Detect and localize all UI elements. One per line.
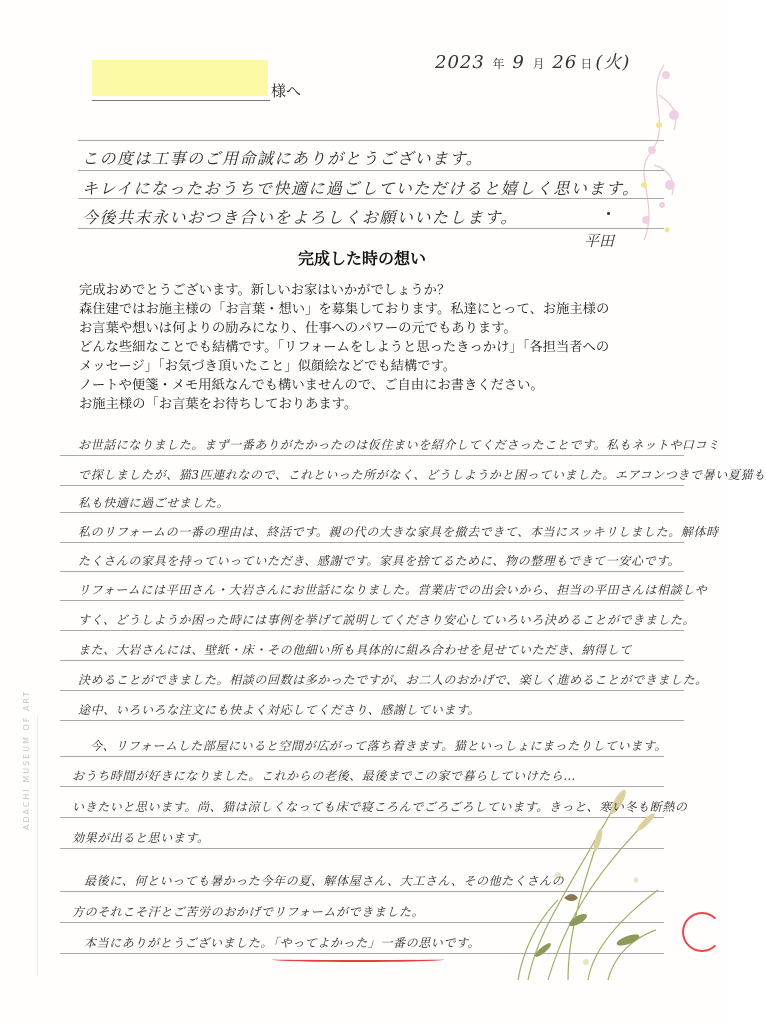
letter-line: お世話になりました。まず一番ありがたかったのは仮住まいを紹介してくださったことです。私もネットや口コミ [78,438,720,452]
letter-line: リフォームには平田さん・大岩さんにお世話になりました。営業店での出会いから、担当の平田さんは相談しや [78,583,708,597]
instruction-line: 完成おめでとうございます。新しいお家はいかがでしょうか？ [79,283,451,298]
ruled-line [78,140,664,141]
letter-line: 決めることができました。相談の回数は多かったですが、お二人のおかげで、楽しく進めることができました。 [78,673,708,687]
ruled-line [60,600,684,601]
instruction-line: お施主様の「お言葉をお待ちしておりあます。 [79,397,358,412]
date [435,48,695,74]
letter-line: 方のそれこそ汗とご苦労のおかげでリフォームができました。 [72,905,425,919]
ink-dot [607,212,610,215]
date-day-label: 日 [580,57,593,71]
ruled-line [60,756,664,757]
museum-watermark: ADACHI MUSEUM OF ART [22,689,31,830]
recipient-name-redaction [92,60,268,96]
date-month: 9 [512,52,525,73]
red-stamp-icon [682,912,722,952]
letter-line: で探しましたが、猫3匹連れなので、これといった所がなく、どうしようかと困っていました。エアコンつきで暑い夏猫も [78,468,766,482]
instruction-line: どんな些細なことでも結構です。「リフォームをしようと思ったきっかけ」「各担当者への [79,340,610,355]
greeting-line: この度は工事のご用命誠にありがとうございます。 [82,149,484,168]
ruled-line [78,228,664,229]
red-underline [272,957,444,962]
greeting-line: キレイになったおうちで快適に過ごしていただけると嬉しく思います。 [82,179,640,198]
letter-line: 今、リフォームした部屋にいると空間が広がって落ち着きます。猫といっしょにまったりしています。 [90,739,668,753]
date-month-label: 月 [532,57,545,71]
letter-line: 私のリフォームの一番の理由は、終活です。親の代の大きな家具を撤去できて、本当にスッキリしました。解体時 [78,525,719,539]
date-day: 26 [552,52,578,73]
ruled-line [60,512,684,513]
letter-line: 私も快適に過ごせました。 [78,496,230,510]
ruled-line [60,485,684,486]
date-weekday: (火) [595,52,631,73]
ruled-line [60,571,684,572]
letter-line: すく、どうしようか困った時には事例を挙げて説明してくださり安心していろいろ決めることができました。 [78,613,696,627]
ruled-line [60,455,684,456]
form-title: 完成した時の想い [297,249,426,268]
letter-line: たくさんの家具を持っていっていただき、感謝です。家具を捨てるために、物の整理もできて一安心です。 [78,554,681,568]
instruction-line: メッセージ」「お気づき頂いたこと」似顔絵などでも結構です。 [79,359,457,374]
letter-line: 効果が出ると思います。 [72,831,210,845]
instruction-line: 森住建ではお施主様の「お言葉・想い」を募集しております。私達にとって、お施主様の [79,302,610,317]
letter-line: 最後に、何といっても暑かった今年の夏、解体屋さん、大工さん、その他たくさんの [84,874,565,888]
ruled-line [60,542,684,543]
staff-signature: 平田 [584,232,615,250]
ruled-line [60,660,684,661]
ruled-line [78,170,664,171]
instruction-line: お言葉や想いは何よりの励みになり、仕事へのパワーの元でもあります。 [79,321,517,336]
date-year-label: 年 [492,57,505,71]
recipient-suffix: 様へ [271,82,302,100]
recipient-underline [92,100,270,101]
letter-line: おうち時間が好きになりました。これからの老後、最後までこの家で暮らしていけたら… [72,769,577,783]
letter-line: 途中、いろいろな注文にも快よく対応してくださり、感謝しています。 [78,703,481,717]
ruled-line [60,690,684,691]
date-year: 2023 [435,52,485,73]
ruled-line [60,630,684,631]
instruction-line: ノートや便箋・メモ用紙なんでも構いませんので、ご自由にお書きください。 [79,378,544,393]
greeting-line: 今後共末永いおつき合いをよろしくお願いいたします。 [82,208,519,227]
letter-line: また、大岩さんには、壁紙・床・その他細い所も具体的に組み合わせを見せていただき、納得して [78,643,632,657]
letter-line: いきたいと思います。尚、猫は涼しくなっても床で寝ころんでごろごろしています。きっと、寒い冬も断熱の [72,800,688,814]
letter-line: 本当にありがとうございました。「やってよかった」一番の思いです。 [84,936,481,950]
